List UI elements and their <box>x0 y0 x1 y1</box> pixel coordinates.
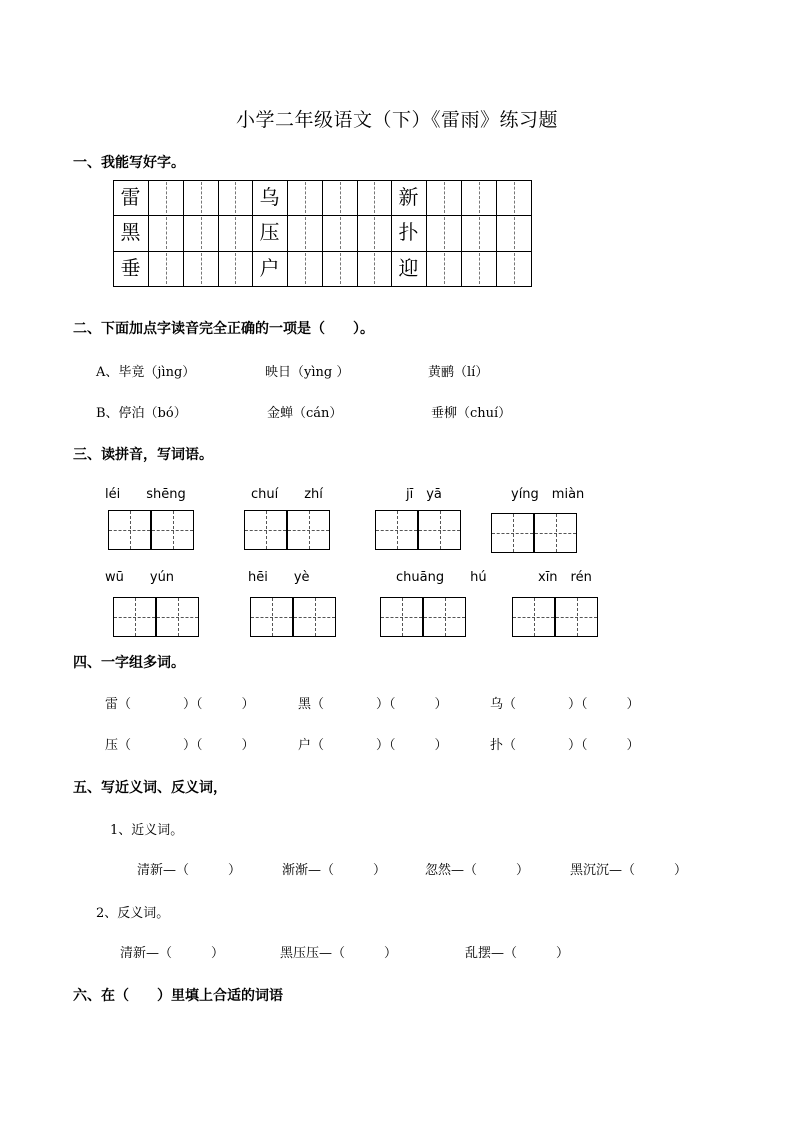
grid-guide <box>444 253 445 284</box>
pinyin-label: chuāng hú <box>396 570 487 585</box>
grid-guide <box>397 511 398 549</box>
grid-guide <box>235 253 236 284</box>
section-5-heading: 五、写近义词、反义词， <box>73 780 227 796</box>
grid-guide <box>514 217 515 248</box>
word-group-item: 雷（ ）（ ） <box>105 697 255 712</box>
tianzi-cell[interactable] <box>287 510 330 550</box>
writing-box[interactable] <box>491 513 577 553</box>
word-group-item: 黑（ ）（ ） <box>298 697 448 712</box>
grid-guide <box>534 598 535 636</box>
antonym-subheading: 2、反义词。 <box>96 906 170 921</box>
model-character: 垂 <box>120 255 141 280</box>
synonym-subheading: 1、近义词。 <box>110 823 184 838</box>
option-a-item-1: A、毕竟（jìng） <box>96 365 196 380</box>
tianzi-cell[interactable] <box>418 510 461 550</box>
word-group-item: 户（ ）（ ） <box>298 738 448 753</box>
writing-grid <box>113 180 535 286</box>
grid-guide <box>374 253 375 284</box>
grid-guide <box>340 253 341 284</box>
page-title: 小学二年级语文（下）《雷雨》练习题 <box>235 109 558 131</box>
grid-guide <box>479 182 480 213</box>
synonym-item: 渐渐—（ ） <box>282 863 387 878</box>
model-character: 户 <box>259 255 280 280</box>
pinyin-label: yíng miàn <box>511 487 585 502</box>
section-1-heading: 一、我能写好字。 <box>73 155 185 171</box>
option-b-item-2: 金蝉（cán） <box>267 406 343 421</box>
grid-guide <box>166 253 167 284</box>
synonym-item: 清新—（ ） <box>137 863 242 878</box>
tianzi-cell[interactable] <box>375 510 418 550</box>
tianzi-cell[interactable] <box>244 510 287 550</box>
grid-guide <box>513 514 514 552</box>
model-character: 新 <box>398 185 419 209</box>
model-character: 黑 <box>120 220 141 245</box>
pinyin-label: hēi yè <box>248 570 310 585</box>
model-character: 乌 <box>259 185 280 209</box>
section-6-heading: 六、在（ ）里填上合适的词语 <box>73 988 283 1004</box>
grid-guide <box>166 217 167 248</box>
antonym-item: 乱摆—（ ） <box>465 946 570 961</box>
grid-guide <box>402 598 403 636</box>
grid-guide <box>444 182 445 213</box>
grid-guide <box>309 511 310 549</box>
writing-box[interactable] <box>375 510 461 550</box>
grid-guide <box>235 217 236 248</box>
grid-guide <box>440 511 441 549</box>
grid-guide <box>130 511 131 549</box>
grid-guide <box>305 253 306 284</box>
pinyin-label: chuí zhí <box>251 487 323 502</box>
model-character: 雷 <box>120 185 141 209</box>
writing-box[interactable] <box>113 597 199 637</box>
tianzi-cell[interactable] <box>380 597 423 637</box>
grid-guide <box>374 182 375 213</box>
grid-guide <box>340 217 341 248</box>
writing-box[interactable] <box>250 597 336 637</box>
pinyin-label: xīn rén <box>538 570 592 585</box>
grid-guide <box>340 182 341 213</box>
grid-guide <box>178 598 179 636</box>
word-group-item: 扑（ ）（ ） <box>490 738 640 753</box>
grid-guide <box>479 217 480 248</box>
grid-guide <box>315 598 316 636</box>
grid-guide <box>305 182 306 213</box>
tianzi-cell[interactable] <box>113 597 156 637</box>
writing-box[interactable] <box>108 510 194 550</box>
section-2-heading: 二、下面加点字读音完全正确的一项是（ ）。 <box>73 321 374 337</box>
grid-guide <box>514 182 515 213</box>
tianzi-cell[interactable] <box>534 513 577 553</box>
writing-box[interactable] <box>244 510 330 550</box>
grid-guide <box>514 253 515 284</box>
model-character: 扑 <box>398 220 419 245</box>
synonym-item: 忽然—（ ） <box>425 863 530 878</box>
grid-guide <box>305 217 306 248</box>
grid-guide <box>201 217 202 248</box>
option-a-item-2: 映日（yìng ） <box>265 365 350 380</box>
option-a-item-3: 黄鹂（lí） <box>428 365 489 380</box>
pinyin-label: wū yún <box>105 570 175 585</box>
option-b-item-3: 垂柳（chuí） <box>431 406 512 421</box>
antonym-item: 黑压压—（ ） <box>280 946 398 961</box>
writing-box[interactable] <box>380 597 466 637</box>
section-4-heading: 四、一字组多词。 <box>73 655 185 671</box>
grid-guide <box>374 217 375 248</box>
tianzi-cell[interactable] <box>293 597 336 637</box>
grid-guide <box>577 598 578 636</box>
word-group-item: 乌（ ）（ ） <box>490 697 640 712</box>
grid-guide <box>166 182 167 213</box>
writing-box[interactable] <box>512 597 598 637</box>
antonym-item: 清新—（ ） <box>120 946 225 961</box>
grid-guide <box>445 598 446 636</box>
tianzi-cell[interactable] <box>512 597 555 637</box>
synonym-item: 黑沉沉—（ ） <box>570 863 688 878</box>
tianzi-cell[interactable] <box>250 597 293 637</box>
grid-guide <box>235 182 236 213</box>
grid-guide <box>266 511 267 549</box>
grid-guide <box>173 511 174 549</box>
word-group-item: 压（ ）（ ） <box>105 738 255 753</box>
section-3-heading: 三、读拼音，写词语。 <box>73 447 213 463</box>
option-b-item-1: B、停泊（bó） <box>96 406 187 421</box>
tianzi-cell[interactable] <box>108 510 151 550</box>
pinyin-label: léi shēng <box>105 487 186 502</box>
tianzi-cell[interactable] <box>491 513 534 553</box>
grid-guide <box>444 217 445 248</box>
grid-guide <box>479 253 480 284</box>
grid-guide <box>556 514 557 552</box>
grid-guide <box>201 182 202 213</box>
grid-guide <box>201 253 202 284</box>
model-character: 压 <box>259 220 280 245</box>
tianzi-cell[interactable] <box>423 597 466 637</box>
tianzi-cell[interactable] <box>156 597 199 637</box>
grid-guide <box>135 598 136 636</box>
model-character: 迎 <box>398 255 419 280</box>
tianzi-cell[interactable] <box>151 510 194 550</box>
grid-guide <box>272 598 273 636</box>
tianzi-cell[interactable] <box>555 597 598 637</box>
pinyin-label: jī yā <box>406 487 442 502</box>
